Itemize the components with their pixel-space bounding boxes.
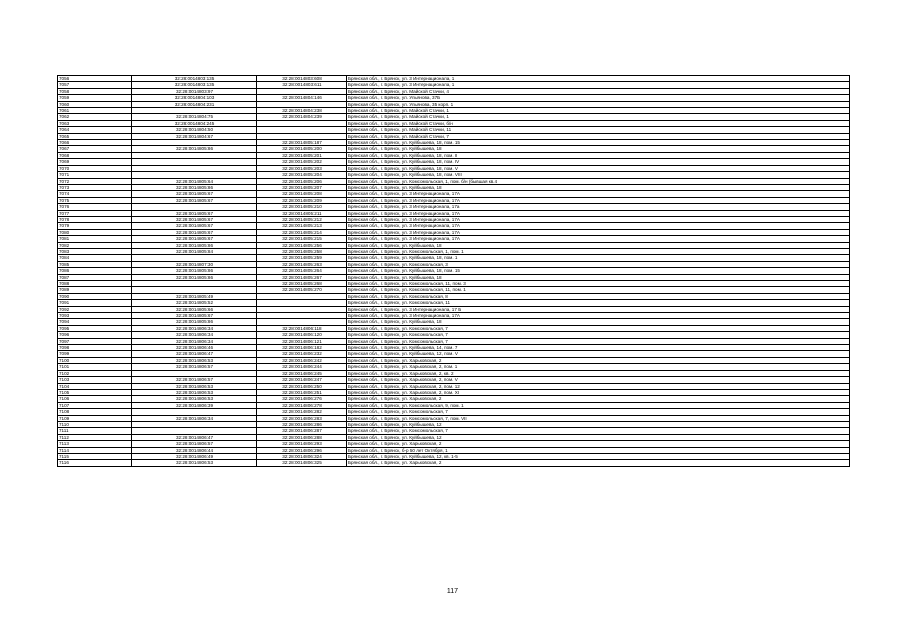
row-number-cell: 7056 [58, 76, 132, 82]
parcel-number-cell: 32:28:0014803:97 [132, 88, 257, 94]
address-cell: Брянская обл., г. Брянск, ул. Куйбышева, 18, пом. VIII [347, 172, 850, 178]
row-number-cell: 7096 [58, 332, 132, 338]
row-number-cell: 7061 [58, 108, 132, 114]
object-number-cell: 32:28:0014806:245 [257, 370, 347, 376]
object-number-cell: 32:28:0014806:182 [257, 345, 347, 351]
object-number-cell: 32:28:0014805:263 [257, 261, 347, 267]
row-number-cell: 7072 [58, 178, 132, 184]
row-number-cell: 7073 [58, 184, 132, 190]
object-number-cell: 32:28:0014804:146 [257, 95, 347, 101]
parcel-number-cell: 32:28:0014806:39 [132, 402, 257, 408]
address-cell: Брянская обл., г. Брянск, ул. Ульянова, 35 корп. 1 [347, 101, 850, 107]
address-cell: Брянская обл., г. Брянск, ул. Куйбышева, 18, пом. IV [347, 159, 850, 165]
row-number-cell: 7112 [58, 434, 132, 440]
address-cell: Брянская обл., г. Брянск, ул. Куйбышева, 12, пом. V [347, 351, 850, 357]
page-number: 117 [446, 588, 459, 595]
parcel-number-cell: 32:28:0014805:52 [132, 300, 257, 306]
address-cell: Брянская обл., г. Брянск, ул. Куйбышева, 14, пом. 7 [347, 345, 850, 351]
parcel-number-cell: 32:28:0014805:86 [132, 184, 257, 190]
row-number-cell: 7066 [58, 140, 132, 146]
row-number-cell: 7088 [58, 281, 132, 287]
row-number-cell: 7114 [58, 447, 132, 453]
address-cell: Брянская обл., г. Брянск, ул. Майской Стачки, 1 [347, 108, 850, 114]
address-cell: Брянская обл., г. Брянск, ул. Харьковская, 2 [347, 357, 850, 363]
row-number-cell: 7058 [58, 88, 132, 94]
address-cell: Брянская обл., г. Брянск, ул. 3 Интернационала, 17А [347, 236, 850, 242]
object-number-cell: 32:28:0014806:325 [257, 460, 347, 466]
row-number-cell: 7091 [58, 300, 132, 306]
address-cell: Брянская обл., г. Брянск, ул. Харьковская, 2, пом. XI [347, 389, 850, 395]
parcel-number-cell: 32:28:0014806:47 [132, 351, 257, 357]
parcel-number-cell: 32:28:0014806:57 [132, 441, 257, 447]
parcel-number-cell: 32:28:0014805:64 [132, 178, 257, 184]
address-cell: Брянская обл., г. Брянск, ул. Харьковская, 2 [347, 460, 850, 466]
address-cell: Брянская обл., г. Брянск, ул. Комсомольская, 7 [347, 338, 850, 344]
address-cell: Брянская обл., г. Брянск, ул. 3 Интернационала, 17А [347, 223, 850, 229]
object-number-cell: 32:28:0014804:238 [257, 108, 347, 114]
address-cell: Брянская обл., г. Брянск, ул. Куйбышева, 12 [347, 434, 850, 440]
row-number-cell: 7098 [58, 345, 132, 351]
registry-table [57, 75, 850, 467]
object-number-cell: 32:28:0014806:118 [257, 325, 347, 331]
address-cell: Брянская обл., г. Брянск, ул. Комсомольская, 7 [347, 332, 850, 338]
address-cell: Брянская обл., г. Брянск, ул. Куйбышева, 12 [347, 421, 850, 427]
row-number-cell: 7083 [58, 248, 132, 254]
parcel-number-cell: 32:28:0014804:245 [132, 120, 257, 126]
object-number-cell: 32:28:0014804:239 [257, 114, 347, 120]
parcel-number-cell: 32:28:0014805:86 [132, 146, 257, 152]
object-number-cell: 32:28:0014806:121 [257, 338, 347, 344]
row-number-cell: 7063 [58, 120, 132, 126]
row-number-cell: 7110 [58, 421, 132, 427]
address-cell: Брянская обл., г. Брянск, ул. Куйбышева, 18, пом. 15 [347, 268, 850, 274]
parcel-number-cell: 32:28:0014804:231 [132, 101, 257, 107]
object-number-cell: 32:28:0014805:208 [257, 191, 347, 197]
parcel-number-cell: 32:28:0014805:84 [132, 248, 257, 254]
row-number-cell: 7086 [58, 268, 132, 274]
row-number-cell: 7095 [58, 325, 132, 331]
parcel-number-cell: 32:28:0014803:135 [132, 82, 257, 88]
parcel-number-cell: 32:28:0014805:67 [132, 223, 257, 229]
address-cell: Брянская обл., г. Брянск, б-р 50 лет Октября, 1 [347, 447, 850, 453]
object-number-cell: 32:28:0014805:270 [257, 287, 347, 293]
row-number-cell: 7084 [58, 255, 132, 261]
row-number-cell: 7102 [58, 370, 132, 376]
parcel-number-cell: 32:28:0014806:34 [132, 325, 257, 331]
address-cell: Брянская обл., г. Брянск, ул. 3 Интернационала, 17А [347, 210, 850, 216]
parcel-number-cell: 32:28:0014805:86 [132, 242, 257, 248]
row-number-cell: 7070 [58, 165, 132, 171]
parcel-number-cell: 32:28:0014805:67 [132, 236, 257, 242]
object-number-cell: 32:28:0014805:206 [257, 178, 347, 184]
parcel-number-cell: 32:28:0014803:135 [132, 76, 257, 82]
object-number-cell: 32:28:0014805:268 [257, 281, 347, 287]
address-cell: Брянская обл., г. Брянск, ул. 3 Интернационала, 17 Б [347, 306, 850, 312]
object-number-cell: 32:28:0014805:207 [257, 184, 347, 190]
object-number-cell: 32:28:0014805:258 [257, 248, 347, 254]
parcel-number-cell: 32:28:0014806:34 [132, 332, 257, 338]
row-number-cell: 7064 [58, 127, 132, 133]
object-number-cell: 32:28:0014805:259 [257, 255, 347, 261]
row-number-cell: 7080 [58, 229, 132, 235]
table-row [58, 460, 850, 466]
row-number-cell: 7111 [58, 428, 132, 434]
row-number-cell: 7087 [58, 274, 132, 280]
row-number-cell: 7069 [58, 159, 132, 165]
row-number-cell: 7057 [58, 82, 132, 88]
object-number-cell: 32:28:0014806:283 [257, 415, 347, 421]
address-cell: Брянская обл., г. Брянск, ул. Харьковская, 2, пом. V [347, 377, 850, 383]
row-number-cell: 7103 [58, 377, 132, 383]
address-cell: Брянская обл., г. Брянск, ул. Комсомольская, 7 [347, 325, 850, 331]
address-cell: Брянская обл., г. Брянск, ул. Комсомольская, 9, пом. 1 [347, 402, 850, 408]
parcel-number-cell: 32:28:0014804:103 [132, 95, 257, 101]
parcel-number-cell: 32:28:0014807:30 [132, 261, 257, 267]
row-number-cell: 7099 [58, 351, 132, 357]
object-number-cell: 32:28:0014805:256 [257, 242, 347, 248]
parcel-number-cell: 32:28:0014806:53 [132, 357, 257, 363]
parcel-number-cell: 32:28:0014806:53 [132, 460, 257, 466]
parcel-number-cell: 32:28:0014805:67 [132, 216, 257, 222]
address-cell: Брянская обл., г. Брянск, ул. Харьковская, 2 [347, 396, 850, 402]
object-number-cell: 32:28:0014805:264 [257, 268, 347, 274]
row-number-cell: 7071 [58, 172, 132, 178]
row-number-cell: 7067 [58, 146, 132, 152]
row-number-cell: 7097 [58, 338, 132, 344]
address-cell: Брянская обл., г. Брянск, ул. Майской Стачки, 4 [347, 88, 850, 94]
parcel-number-cell: 32:28:0014804:50 [132, 127, 257, 133]
object-number-cell: 32:28:0014806:324 [257, 453, 347, 459]
parcel-number-cell: 32:28:0014805:67 [132, 313, 257, 319]
address-cell: Брянская обл., г. Брянск, ул. Комсомольская, 3 [347, 261, 850, 267]
object-number-cell: 32:28:0014803:608 [257, 76, 347, 82]
object-number-cell: 32:28:0014803:611 [257, 82, 347, 88]
parcel-number-cell: 32:28:0014806:53 [132, 383, 257, 389]
row-number-cell: 7115 [58, 453, 132, 459]
object-number-cell: 32:28:0014806:242 [257, 357, 347, 363]
parcel-number-cell: 32:28:0014804:75 [132, 114, 257, 120]
address-cell: Брянская обл., г. Брянск, ул. Куйбышева, 18 [347, 146, 850, 152]
address-cell: Брянская обл., г. Брянск, ул. Майской Стачки, 7 [347, 133, 850, 139]
parcel-number-cell: 32:28:0014805:86 [132, 319, 257, 325]
address-cell: Брянская обл., г. Брянск, ул. Майской Стачки, 1 [347, 114, 850, 120]
address-cell: Брянская обл., г. Брянск, ул. Куйбышева, 18 [347, 319, 850, 325]
parcel-number-cell: 32:28:0014806:34 [132, 415, 257, 421]
address-cell: Брянская обл., г. Брянск, ул. 3 Интернационала, 17А [347, 191, 850, 197]
address-cell: Брянская обл., г. Брянск, ул. Комсомольская, 7, пом. VII [347, 415, 850, 421]
object-number-cell: 32:28:0014805:212 [257, 216, 347, 222]
object-number-cell: 32:28:0014805:210 [257, 204, 347, 210]
row-number-cell: 7082 [58, 242, 132, 248]
row-number-cell: 7105 [58, 389, 132, 395]
address-cell: Брянская обл., г. Брянск, ул. Харьковская, 2, кв. 2 [347, 370, 850, 376]
address-cell: Брянская обл., г. Брянск, ул. Комсомольская, 1, пом. б/н (бывшая кв.4 [347, 178, 850, 184]
row-number-cell: 7109 [58, 415, 132, 421]
row-number-cell: 7059 [58, 95, 132, 101]
address-cell: Брянская обл., г. Брянск, ул. Харьковская, 2, пом. 12 [347, 383, 850, 389]
parcel-number-cell: 32:28:0014806:53 [132, 389, 257, 395]
object-number-cell: 32:28:0014805:187 [257, 140, 347, 146]
row-number-cell: 7092 [58, 306, 132, 312]
object-number-cell: 32:28:0014806:296 [257, 447, 347, 453]
parcel-number-cell: 32:28:0014805:86 [132, 268, 257, 274]
address-cell: Брянская обл., г. Брянск, ул. 3 Интернационала, 17А [347, 216, 850, 222]
object-number-cell: 32:28:0014806:286 [257, 421, 347, 427]
object-number-cell: 32:28:0014806:232 [257, 351, 347, 357]
row-number-cell: 7077 [58, 210, 132, 216]
object-number-cell: 32:28:0014805:200 [257, 146, 347, 152]
row-number-cell: 7107 [58, 402, 132, 408]
address-cell: Брянская обл., г. Брянск, ул. Комсомольская, 7 [347, 409, 850, 415]
row-number-cell: 7090 [58, 293, 132, 299]
address-cell: Брянская обл., г. Брянск, ул. Майской Стачки, б/н [347, 120, 850, 126]
row-number-cell: 7106 [58, 396, 132, 402]
object-number-cell: 32:28:0014806:250 [257, 383, 347, 389]
row-number-cell: 7104 [58, 383, 132, 389]
address-cell: Брянская обл., г. Брянск, ул. Харьковская, 2, пом. 1 [347, 364, 850, 370]
object-number-cell: 32:28:0014805:201 [257, 152, 347, 158]
address-cell: Брянская обл., г. Брянск, ул. Куйбышева, 18, пом. 1 [347, 255, 850, 261]
object-number-cell: 32:28:0014805:203 [257, 165, 347, 171]
address-cell: Брянская обл., г. Брянск, ул. Куйбышева, 18, пом. 15 [347, 140, 850, 146]
address-cell: Брянская обл., г. Брянск, ул. Комсомольская, 11, пом. 3 [347, 281, 850, 287]
row-number-cell: 7108 [58, 409, 132, 415]
address-cell: Брянская обл., г. Брянск, ул. 3 Интернационала, 17а [347, 204, 850, 210]
parcel-number-cell: 32:28:0014806:46 [132, 345, 257, 351]
parcel-number-cell: 32:28:0014806:49 [132, 453, 257, 459]
address-cell: Брянская обл., г. Брянск, ул. 3 Интернационала, 17А [347, 313, 850, 319]
object-number-cell: 32:28:0014806:287 [257, 428, 347, 434]
address-cell: Брянская обл., г. Брянск, ул. Ульянова, 37Б [347, 95, 850, 101]
parcel-number-cell: 32:28:0014805:67 [132, 210, 257, 216]
address-cell: Брянская обл., г. Брянск, ул. Харьковская, 2 [347, 441, 850, 447]
address-cell: Брянская обл., г. Брянск, ул. 3 Интернационала, 17А [347, 229, 850, 235]
object-number-cell: 32:28:0014805:202 [257, 159, 347, 165]
row-number-cell: 7085 [58, 261, 132, 267]
address-cell: Брянская обл., г. Брянск, ул. Комсомольская, 11, пом. 1 [347, 287, 850, 293]
object-number-cell: 32:28:0014806:278 [257, 402, 347, 408]
object-number-cell: 32:28:0014805:213 [257, 223, 347, 229]
object-number-cell: 32:28:0014806:276 [257, 396, 347, 402]
address-cell: Брянская обл., г. Брянск, ул. Куйбышева, 18 [347, 184, 850, 190]
address-cell: Брянская обл., г. Брянск, ул. Комсомольская, 8 [347, 293, 850, 299]
parcel-number-cell: 32:28:0014806:57 [132, 377, 257, 383]
object-number-cell: 32:28:0014805:209 [257, 197, 347, 203]
parcel-number-cell: 32:28:0014805:86 [132, 274, 257, 280]
parcel-number-cell: 32:28:0014805:49 [132, 293, 257, 299]
object-number-cell: 32:28:0014805:214 [257, 229, 347, 235]
object-number-cell: 32:28:0014805:204 [257, 172, 347, 178]
row-number-cell: 7093 [58, 313, 132, 319]
address-cell: Брянская обл., г. Брянск, ул. Комсомольская, 11 [347, 300, 850, 306]
address-cell: Брянская обл., г. Брянск, ул. Куйбышева, 18, пом. V [347, 165, 850, 171]
address-cell: Брянская обл., г. Брянск, ул. Куйбышева, 12, кв. 1-5 [347, 453, 850, 459]
object-number-cell: 32:28:0014805:215 [257, 236, 347, 242]
parcel-number-cell: 32:28:0014806:57 [132, 364, 257, 370]
row-number-cell: 7100 [58, 357, 132, 363]
row-number-cell: 7076 [58, 204, 132, 210]
address-cell: Брянская обл., г. Брянск, ул. Куйбышева, 18, пом. II [347, 152, 850, 158]
address-cell: Брянская обл., г. Брянск, ул. Комсомольская, 7 [347, 428, 850, 434]
object-number-cell: 32:28:0014806:293 [257, 441, 347, 447]
row-number-cell: 7079 [58, 223, 132, 229]
parcel-number-cell: 32:28:0014804:67 [132, 133, 257, 139]
object-number-cell: 32:28:0014806:251 [257, 389, 347, 395]
row-number-cell: 7074 [58, 191, 132, 197]
table-body [58, 76, 850, 467]
parcel-number-cell: 32:28:0014806:53 [132, 396, 257, 402]
row-number-cell: 7078 [58, 216, 132, 222]
address-cell: Брянская обл., г. Брянск, ул. 3 Интернационала, 1 [347, 76, 850, 82]
object-number-cell: 32:28:0014805:267 [257, 274, 347, 280]
row-number-cell: 7116 [58, 460, 132, 466]
parcel-number-cell: 32:28:0014806:44 [132, 447, 257, 453]
parcel-number-cell: 32:28:0014806:47 [132, 434, 257, 440]
row-number-cell: 7113 [58, 441, 132, 447]
address-cell: Брянская обл., г. Брянск, ул. Куйбышева, 18 [347, 242, 850, 248]
object-number-cell: 32:28:0014805:211 [257, 210, 347, 216]
object-number-cell: 32:28:0014806:288 [257, 434, 347, 440]
address-cell: Брянская обл., г. Брянск, ул. Комсомольская, 1, пом. 1 [347, 248, 850, 254]
parcel-number-cell: 32:28:0014805:66 [132, 306, 257, 312]
address-cell: Брянская обл., г. Брянск, ул. 3 Интернационала, 17А [347, 197, 850, 203]
object-number-cell: 32:28:0014806:244 [257, 364, 347, 370]
object-number-cell: 32:28:0014806:282 [257, 409, 347, 415]
row-number-cell: 7081 [58, 236, 132, 242]
object-number-cell: 32:28:0014806:247 [257, 377, 347, 383]
row-number-cell: 7089 [58, 287, 132, 293]
parcel-number-cell: 32:28:0014805:67 [132, 229, 257, 235]
address-cell: Брянская обл., г. Брянск, ул. Куйбышева, 18 [347, 274, 850, 280]
row-number-cell: 7065 [58, 133, 132, 139]
row-number-cell: 7068 [58, 152, 132, 158]
address-cell: Брянская обл., г. Брянск, ул. 3 Интернационала, 1 [347, 82, 850, 88]
address-cell: Брянская обл., г. Брянск, ул. Майской Стачки, 11 [347, 127, 850, 133]
parcel-number-cell: 32:28:0014805:67 [132, 197, 257, 203]
row-number-cell: 7075 [58, 197, 132, 203]
row-number-cell: 7060 [58, 101, 132, 107]
object-number-cell: 32:28:0014806:120 [257, 332, 347, 338]
row-number-cell: 7062 [58, 114, 132, 120]
row-number-cell: 7094 [58, 319, 132, 325]
parcel-number-cell: 32:28:0014805:67 [132, 191, 257, 197]
row-number-cell: 7101 [58, 364, 132, 370]
parcel-number-cell: 32:28:0014806:34 [132, 338, 257, 344]
